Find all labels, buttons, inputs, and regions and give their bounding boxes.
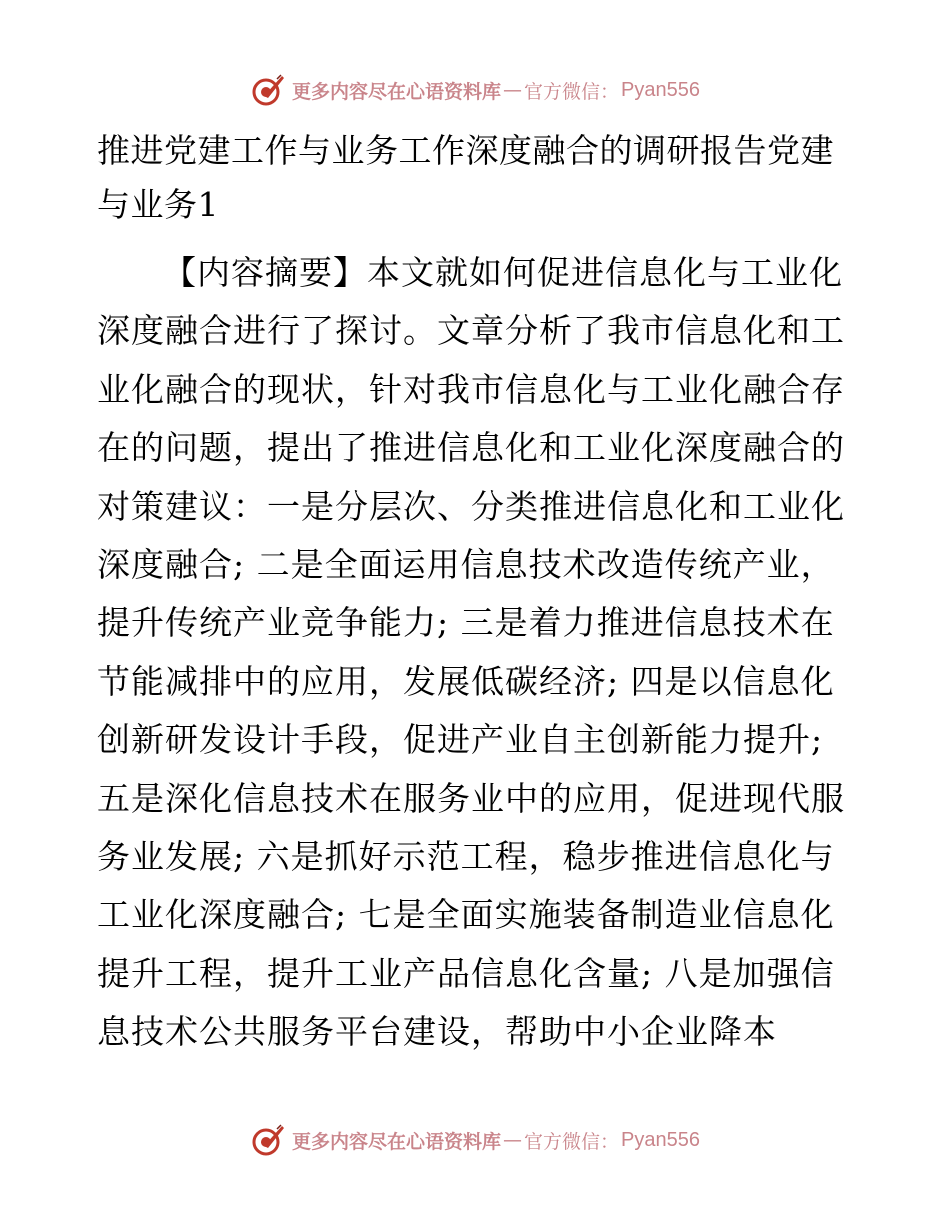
abstract-label: 【内容摘要】 bbox=[163, 253, 367, 292]
banner-dash: — bbox=[503, 79, 523, 101]
document-title: 推进党建工作与业务工作深度融合的调研报告党建与业务1 bbox=[97, 131, 834, 224]
abstract-text: 本文就如何促进信息化与工业化深度融合进行了探讨。文章分析了我市信息化和工业化融合的现状，针对我市信息化与工业化融合存在的问题，提出了推进信息化和工业化深度融合的对策建议：一是分层次、分类推进信息化和工业化深度融合; 二是全面运用信息技术改造传统产业，提升传统产业竞争能力; 三是着力推进信息技术在节能减排中的应用，发展低碳经济; 四是以信息化创新研发设计手段，促进产业自主创新能力提升; 五是深化信息技术在服务业中的应用，促进现代服务业发展; 六是抓好示范工程，稳步推进信息化与工业化深度融合; 七是全面实施装备制造业信息化提升工程，提升工业产品信息化含量; 八是加强信息技术公共服务平台建设，帮助中小企业降本 bbox=[97, 253, 845, 1052]
page-footer-banner bbox=[0, 1120, 950, 1160]
banner-wechat-id: Pyan556 bbox=[621, 1128, 700, 1151]
quill-logo-icon bbox=[250, 1122, 286, 1158]
banner-wechat-label: 官方微信： bbox=[524, 1130, 620, 1153]
page-header-banner bbox=[0, 70, 950, 110]
banner-wechat-id: Pyan556 bbox=[621, 78, 700, 101]
banner-dash: — bbox=[503, 1129, 523, 1151]
banner-site-text: 更多内容尽在心语资料库 bbox=[292, 1130, 502, 1153]
abstract-paragraph bbox=[97, 244, 857, 1062]
quill-logo-icon bbox=[250, 72, 286, 108]
banner-wechat-label: 官方微信： bbox=[524, 80, 620, 103]
banner-site-text: 更多内容尽在心语资料库 bbox=[292, 80, 502, 103]
